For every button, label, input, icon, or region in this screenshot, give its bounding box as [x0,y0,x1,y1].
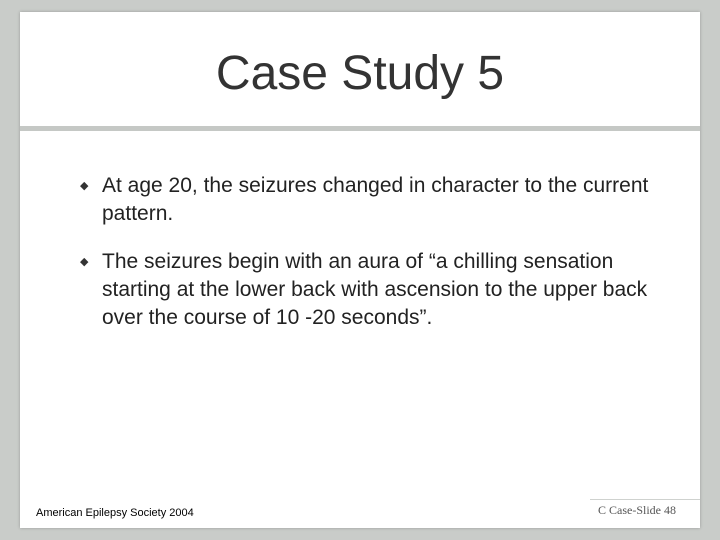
diamond-bullet-icon: ◆ [80,256,89,268]
slide-title: Case Study 5 [215,47,505,100]
bullet-text: The seizures begin with an aura of “a chilling sensation starting at the lower back with ascension to the upper back over the course of 10 -20 seconds”. [102,250,648,329]
footer-divider [590,499,700,500]
bullet-item [78,172,678,228]
bullet-text: At age 20, the seizures changed in character to the current pattern. [102,174,649,225]
footer-source: American Epilepsy Society 2004 [36,507,194,519]
title-area [20,12,700,126]
title-divider [20,126,700,131]
bullet-item [78,248,678,332]
slide [20,12,700,528]
slide-number: C Case-Slide 48 [598,503,676,517]
diamond-bullet-icon: ◆ [80,180,89,192]
bullet-list [78,172,678,352]
